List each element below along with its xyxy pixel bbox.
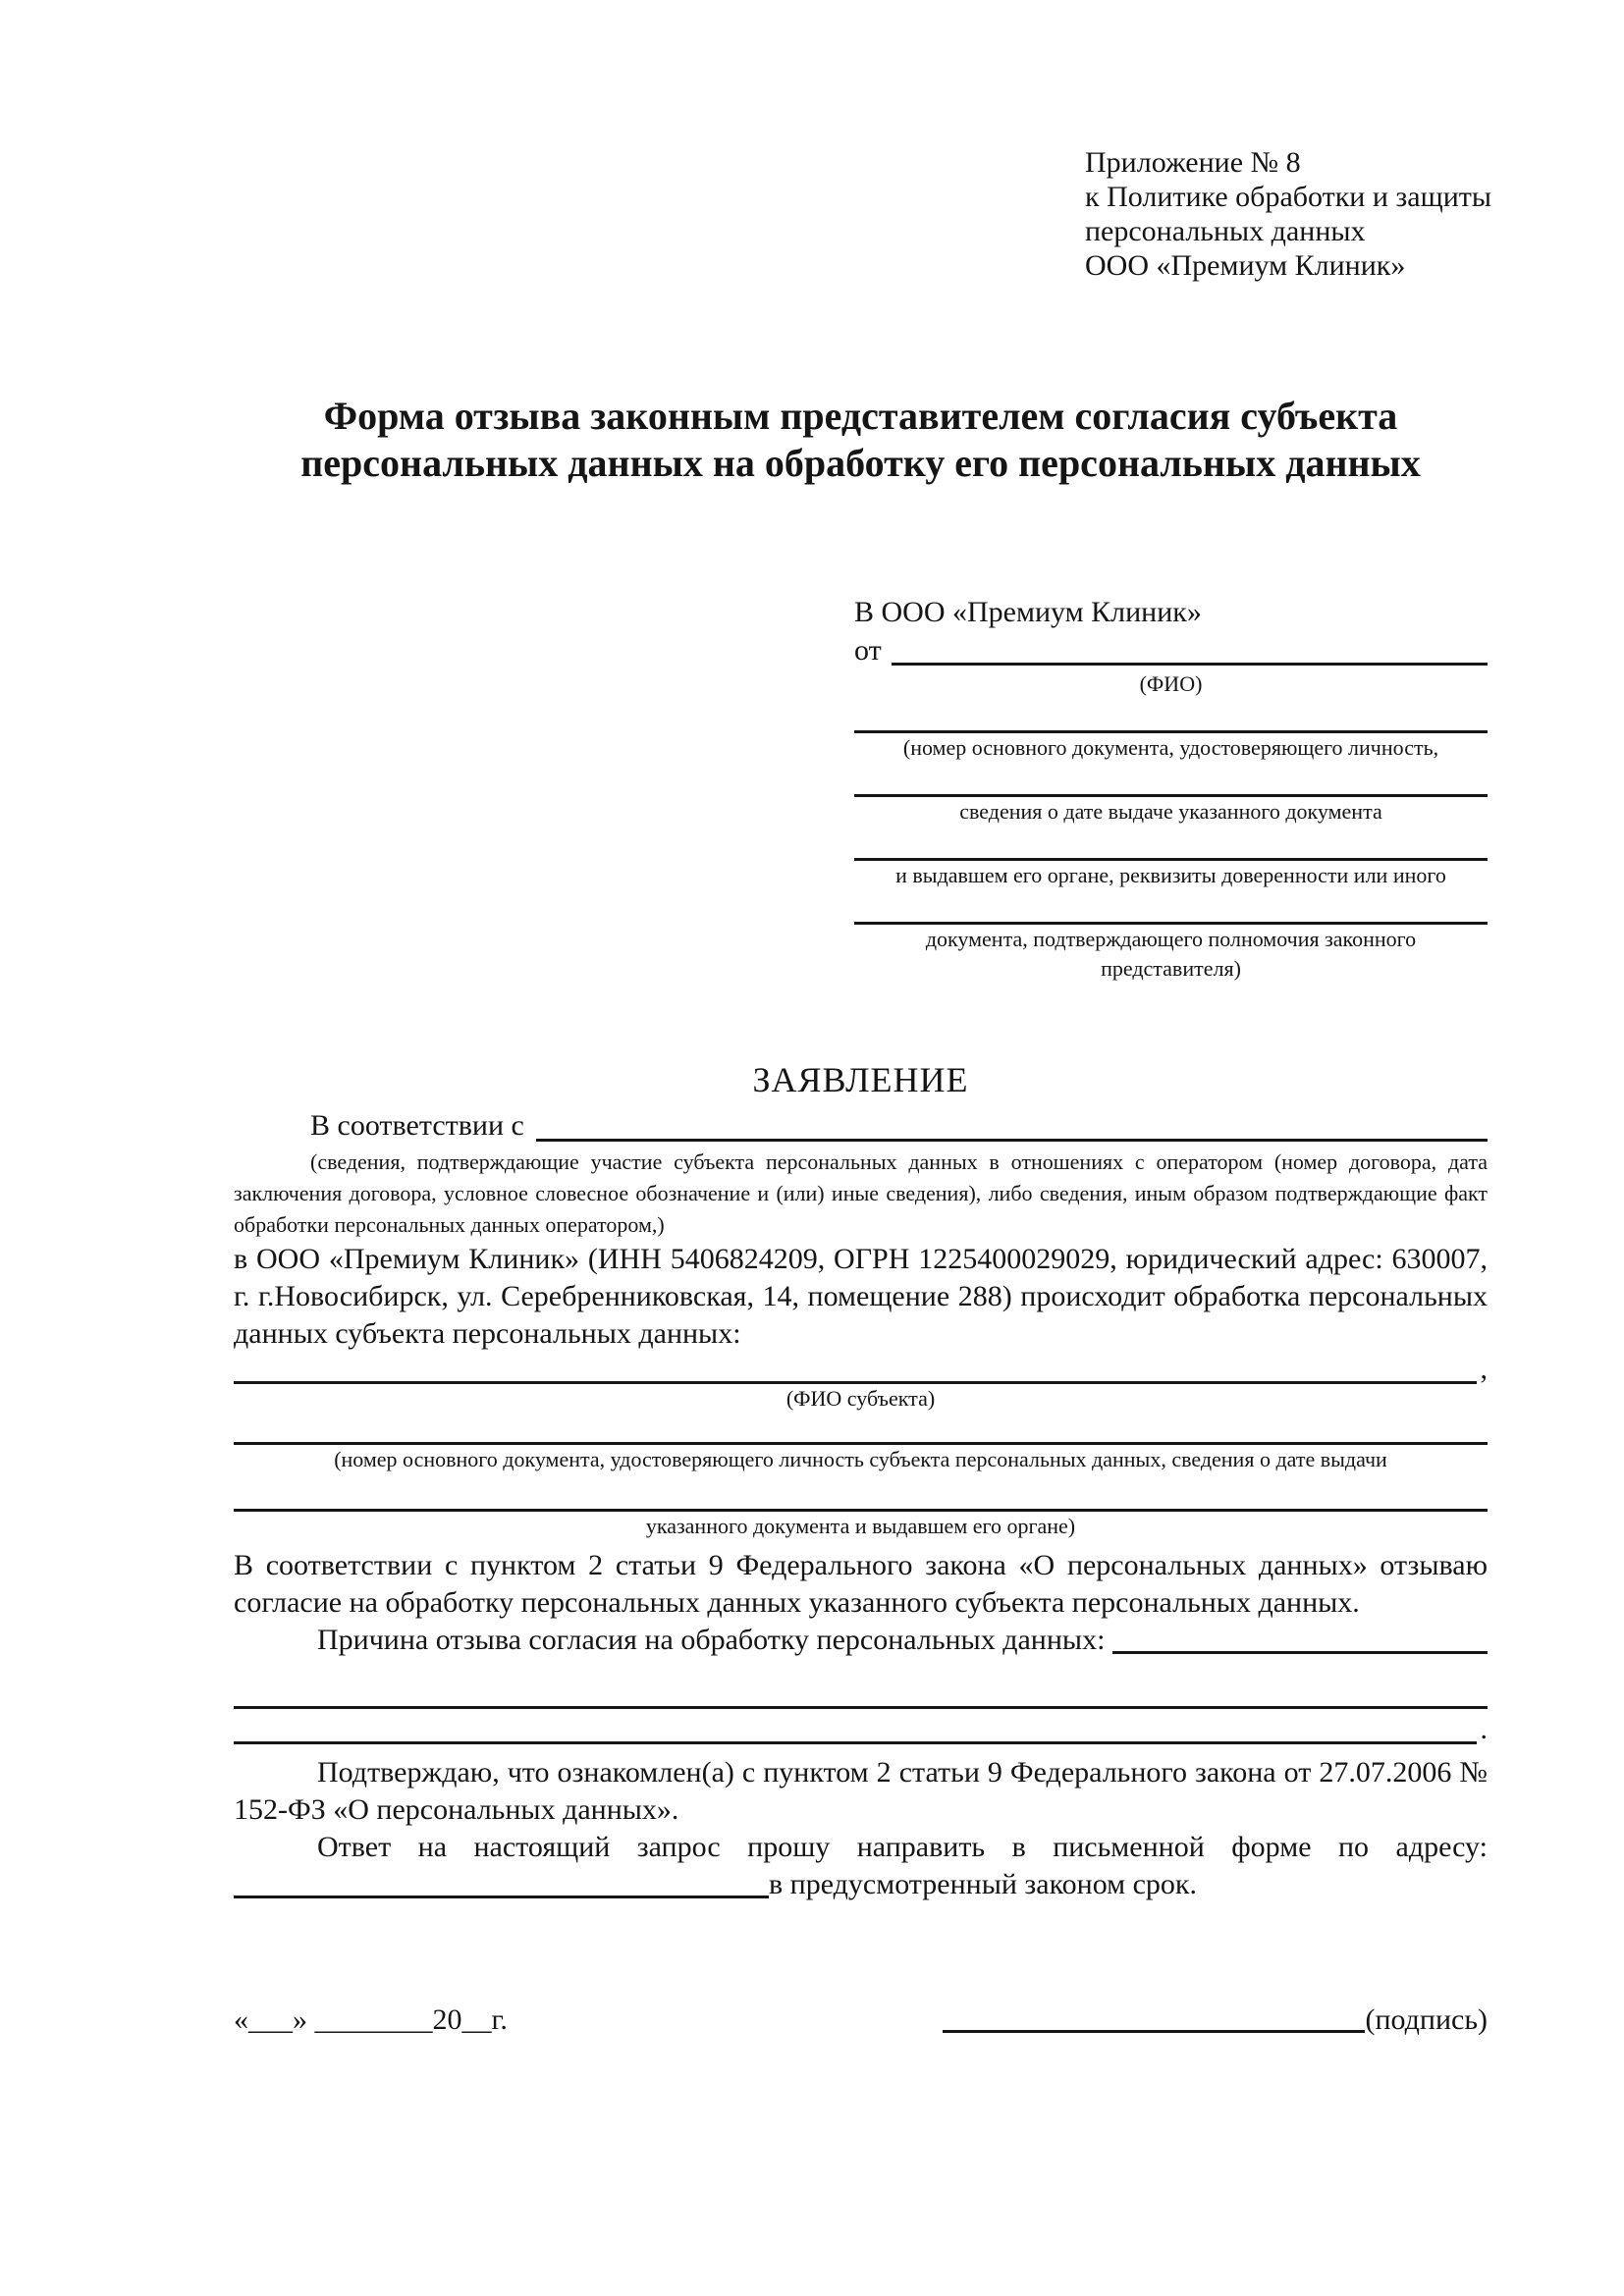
fio-caption: (ФИО) bbox=[1139, 671, 1203, 696]
issuer-field bbox=[854, 827, 1488, 861]
appendix-line: Приложение № 8 bbox=[1085, 146, 1301, 179]
response-tail: в предусмотренный законом срок. bbox=[769, 1868, 1197, 1900]
basis-label: В соответствии с bbox=[310, 1109, 524, 1142]
reason-cont-row-2 bbox=[234, 1709, 1488, 1744]
from-label: от bbox=[854, 634, 882, 667]
operator-paragraph: в ООО «Премиум Клиник» (ИНН 5406824209, ОГРН 1225400029029, юридический адрес: 630007, г. г.Новосибирск, ул. Серебренниковская, 14, помещение 288) происходит обработка персональных данных субъекта персональных данных: bbox=[234, 1243, 1488, 1350]
signature-caption: (подпись) bbox=[1365, 2003, 1488, 2036]
reason-row bbox=[234, 1622, 1488, 1659]
response-paragraph: Ответ на настоящий запрос прошу направить в письменной форме по адресу: bbox=[317, 1831, 1488, 1863]
appendix-block bbox=[1085, 145, 1492, 283]
form-title: Форма отзыва законным представителем согласия субъекта персональных данных на обработку его персональных данных bbox=[300, 394, 1421, 485]
subject-doc-caption-1: (номер основного документа, удостоверяющего личность субъекта персональных данных, сведения о дате выдачи bbox=[334, 1447, 1387, 1471]
basis-field bbox=[536, 1105, 1488, 1142]
subject-doc-field-1 bbox=[234, 1414, 1488, 1445]
reason-period: . bbox=[1480, 1713, 1488, 1745]
subject-doc-caption-2: указанного документа и выдавшем его органе) bbox=[645, 1514, 1076, 1538]
basis-row bbox=[234, 1105, 1488, 1147]
response-address-row bbox=[234, 1866, 1488, 1903]
reason-field bbox=[1112, 1622, 1488, 1654]
subject-doc-field-2 bbox=[234, 1474, 1488, 1512]
subject-fio-caption: (ФИО субъекта) bbox=[785, 1386, 936, 1411]
withdrawal-paragraph: В соответствии с пунктом 2 статьи 9 Федерального закона «О персональных данных» отзываю согласие на обработку персональных данных указанного субъекта персональных данных. bbox=[234, 1549, 1488, 1619]
subject-doc-row-2 bbox=[234, 1474, 1488, 1512]
subject-fio-suffix: , bbox=[1480, 1353, 1488, 1385]
reason-cont-field-1 bbox=[234, 1659, 1488, 1709]
from-row bbox=[854, 632, 1488, 669]
signature-field bbox=[943, 2002, 1365, 2033]
address-field bbox=[234, 1866, 769, 1898]
issuer-caption: и выдавшем его органе, реквизиты доверенности или иного bbox=[895, 863, 1446, 887]
subject-doc-row-1 bbox=[234, 1414, 1488, 1445]
fio-field bbox=[892, 632, 1488, 666]
authority-field bbox=[854, 890, 1488, 925]
basis-caption: (сведения, подтверждающие участие субъекта персональных данных в отношениях с оператором (номер договора, дата заключения договора, условное словесное обозначение и (или) иные сведения), либо сведения, иным образом подтверждающие факт обработки персональных данных оператором,) bbox=[234, 1149, 1488, 1237]
recipient-block bbox=[854, 593, 1488, 984]
reason-cont-field-2 bbox=[234, 1709, 1477, 1744]
subject-fio-row bbox=[234, 1355, 1488, 1384]
authority-caption: документа, подтверждающего полномочия законного представителя) bbox=[925, 927, 1417, 981]
recipient-to: В ООО «Премиум Клиник» bbox=[854, 596, 1202, 628]
signature-block bbox=[943, 2002, 1488, 2039]
date-line: «___» ________20__г. bbox=[234, 2003, 508, 2036]
issue-date-field bbox=[854, 763, 1488, 797]
appendix-line: ООО «Премиум Клиник» bbox=[1085, 249, 1406, 282]
appendix-line: к Политике обработки и защиты bbox=[1085, 181, 1492, 213]
issue-date-caption: сведения о дате выдаче указанного документа bbox=[959, 799, 1382, 824]
subject-fio-field bbox=[234, 1363, 1477, 1384]
statement-heading: ЗАЯВЛЕНИЕ bbox=[752, 1060, 969, 1099]
acknowledgement-paragraph: Подтверждаю, что ознакомлен(а) с пунктом 2 статьи 9 Федерального закона от 27.07.2006 № 152-ФЗ «О персональных данных». bbox=[234, 1756, 1488, 1826]
doc-number-field bbox=[854, 699, 1488, 733]
reason-label: Причина отзыва согласия на обработку персональных данных: bbox=[317, 1624, 1106, 1656]
reason-cont-row-1 bbox=[234, 1659, 1488, 1709]
signature-row bbox=[234, 2002, 1488, 2039]
doc-number-caption: (номер основного документа, удостоверяющего личность, bbox=[902, 735, 1439, 760]
appendix-line: персональных данных bbox=[1085, 215, 1366, 247]
